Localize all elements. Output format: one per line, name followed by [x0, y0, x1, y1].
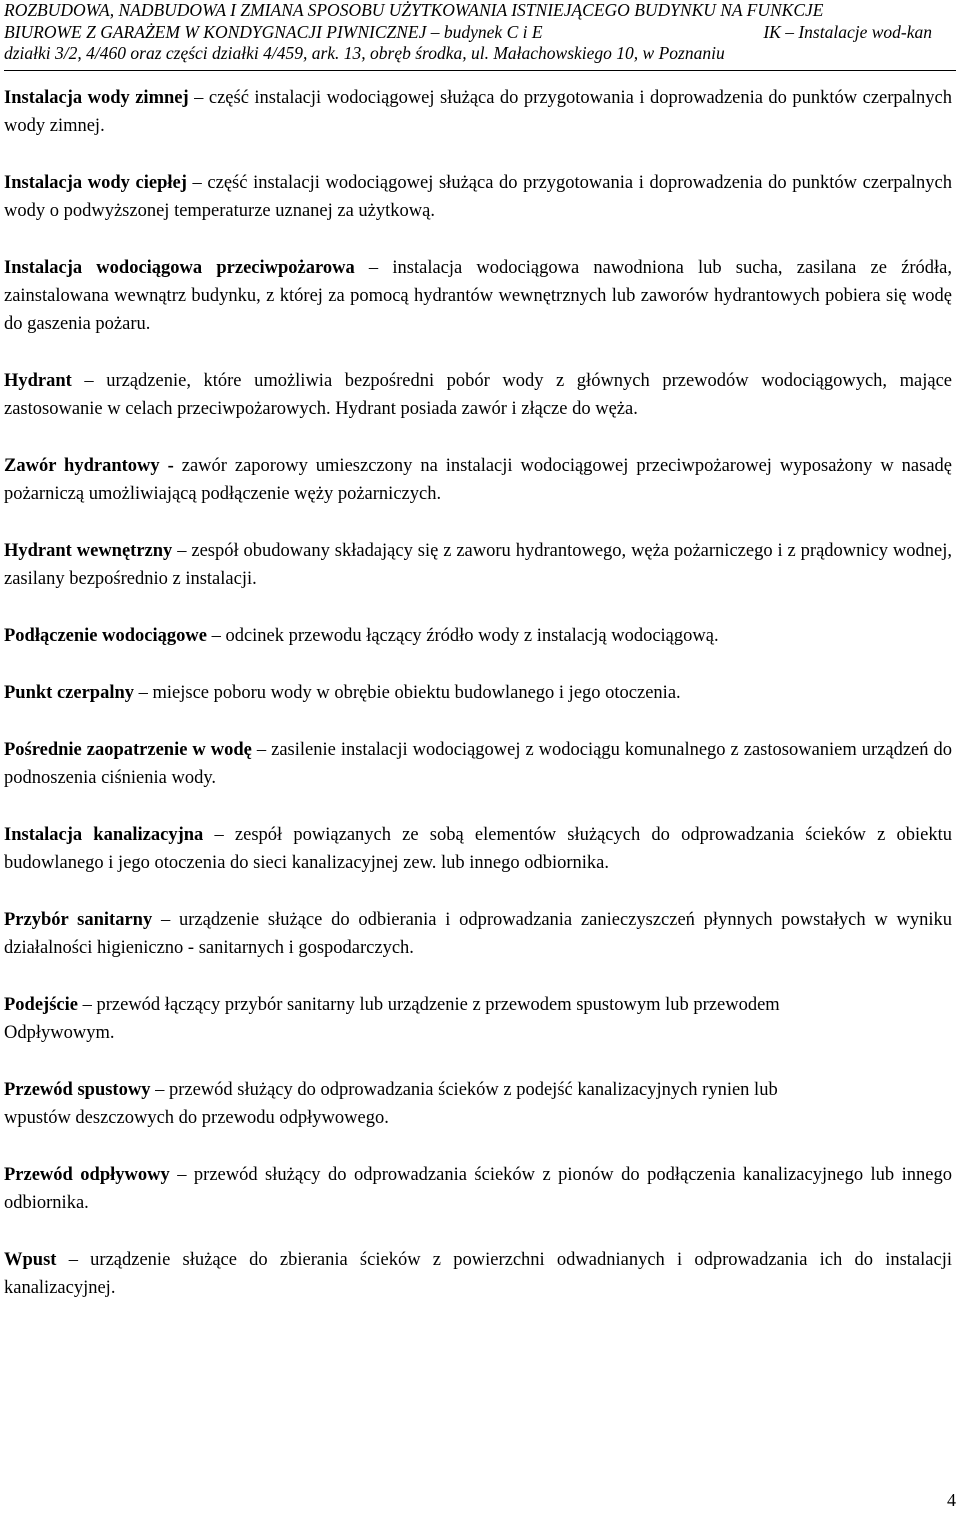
definition-text: – przewód łączący przybór sanitarny lub urządzenie z przewodem spustowym lub przewodem — [77, 995, 780, 1015]
definition-text: – część instalacji wodociągowej służąca do przygotowania i doprowadzenia do punktów czerpalnych wody o podwyższonej temperaturze uznanej za użytkową. — [4, 173, 952, 221]
definition-text: – zespół powiązanych ze sobą elementów służących do odprowadzania ścieków z obiektu budowlanego i jego otoczenia do sieci kanalizacyjnej zew. lub innego odbiornika. — [4, 825, 952, 873]
header-title-line-2 — [4, 22, 956, 44]
definition-text: – przewód służący do odprowadzania ścieków z podejść kanalizacyjnych rynien lub — [150, 1080, 778, 1100]
definition-term: Hydrant wewnętrzny — [4, 541, 173, 561]
definition-item — [4, 537, 952, 593]
definition-text-continued: wpustów deszczowych do przewodu odpływowego. — [4, 1108, 389, 1128]
definition-text: – część instalacji wodociągowej służąca do przygotowania i doprowadzenia do punktów czerpalnych wody zimnej. — [4, 88, 952, 136]
definition-term: Punkt czerpalny — [4, 683, 135, 703]
definition-item — [4, 169, 952, 225]
definition-item — [4, 1076, 952, 1132]
header-document-section: IK – Instalacje wod-kan — [763, 21, 932, 42]
definition-text: – odcinek przewodu łączący źródło wody z instalacją wodociągową. — [206, 626, 719, 646]
definition-item — [4, 991, 952, 1047]
definition-term: Podłączenie wodociągowe — [4, 626, 207, 646]
definition-text: – urządzenie, które umożliwia bezpośredni pobór wody z głównych przewodów wodociągowych, mające zastosowanie w celach przeciwpożarowych. Hydrant posiada zawór i złącze do węża. — [4, 371, 952, 419]
definition-term: Hydrant — [4, 371, 72, 391]
header-title-line-1: ROZBUDOWA, NADBUDOWA I ZMIANA SPOSOBU UŻYTKOWANIA ISTNIEJĄCEGO BUDYNKU NA FUNKCJE — [4, 0, 824, 20]
definition-text: – urządzenie służące do odbierania i odprowadzania zanieczyszczeń płynnych powstałych w wyniku działalności higieniczno - sanitarnych i gospodarczych. — [4, 910, 952, 958]
definition-text: – miejsce poboru wody w obrębie obiektu budowlanego i jego otoczenia. — [134, 683, 681, 703]
definitions-list — [4, 84, 952, 1331]
definition-item — [4, 679, 952, 707]
definition-term: Przybór sanitarny — [4, 910, 153, 930]
definition-text: – przewód służący do odprowadzania ścieków z pionów do podłączenia kanalizacyjnego lub innego odbiornika. — [4, 1165, 952, 1213]
definition-text: – zasilenie instalacji wodociągowej z wodociągu komunalnego z zastosowaniem urządzeń do podnoszenia ciśnienia wody. — [4, 740, 953, 788]
definition-term: Instalacja kanalizacyjna — [4, 825, 204, 845]
definition-item — [4, 1161, 952, 1217]
definition-term: Instalacja wody zimnej — [4, 88, 189, 108]
definition-term: Pośrednie zaopatrzenie w wodę — [4, 740, 252, 760]
definition-item — [4, 736, 952, 792]
page-header — [4, 0, 956, 65]
definition-item — [4, 367, 952, 423]
definition-text: – urządzenie służące do zbierania ścieków z powierzchni odwadnianych i odprowadzania ich do instalacji kanalizacyjnej. — [4, 1250, 952, 1298]
header-location-line: działki 3/2, 4/460 oraz części działki 4/459, ark. 13, obręb środka, ul. Małachowskiego 10, w Poznaniu — [4, 43, 725, 63]
definition-term: Zawór hydrantowy - — [4, 456, 174, 476]
definition-item — [4, 906, 952, 962]
header-divider — [4, 70, 956, 71]
definition-term: Wpust — [4, 1250, 57, 1270]
definition-term: Przewód odpływowy — [4, 1165, 170, 1185]
definition-term: Podejście — [4, 995, 78, 1015]
definition-item — [4, 254, 952, 338]
definition-item — [4, 622, 952, 650]
definition-item — [4, 84, 952, 140]
header-title-line-2-left: BIUROWE Z GARAŻEM W KONDYGNACJI PIWNICZNEJ – budynek C i E — [4, 21, 543, 42]
definition-text: – zespół obudowany składający się z zaworu hydrantowego, węża pożarniczego i z prądownicy wodnej, zasilany bezpośrednio z instalacji. — [4, 541, 952, 589]
definition-item — [4, 821, 952, 877]
definition-term: Przewód spustowy — [4, 1080, 151, 1100]
definition-text-continued: Odpływowym. — [4, 1023, 115, 1043]
definition-item — [4, 1246, 952, 1302]
definition-text: – instalacja wodociągowa nawodniona lub sucha, zasilana ze źródła, zainstalowana wewnątrz budynku, z której za pomocą hydrantów wewnętrznych lub zaworów hydrantowych pobiera się wodę do gaszenia pożaru. — [4, 258, 952, 334]
page-number: 4 — [947, 1490, 956, 1510]
definition-term: Instalacja wody ciepłej — [4, 173, 187, 193]
definition-term: Instalacja wodociągowa przeciwpożarowa — [4, 258, 355, 278]
definition-item — [4, 452, 952, 508]
definition-text: zawór zaporowy umieszczony na instalacji wodociągowej przeciwpożarowej wyposażony w nasadę pożarniczą umożliwiającą podłączenie węży pożarniczych. — [4, 456, 952, 504]
